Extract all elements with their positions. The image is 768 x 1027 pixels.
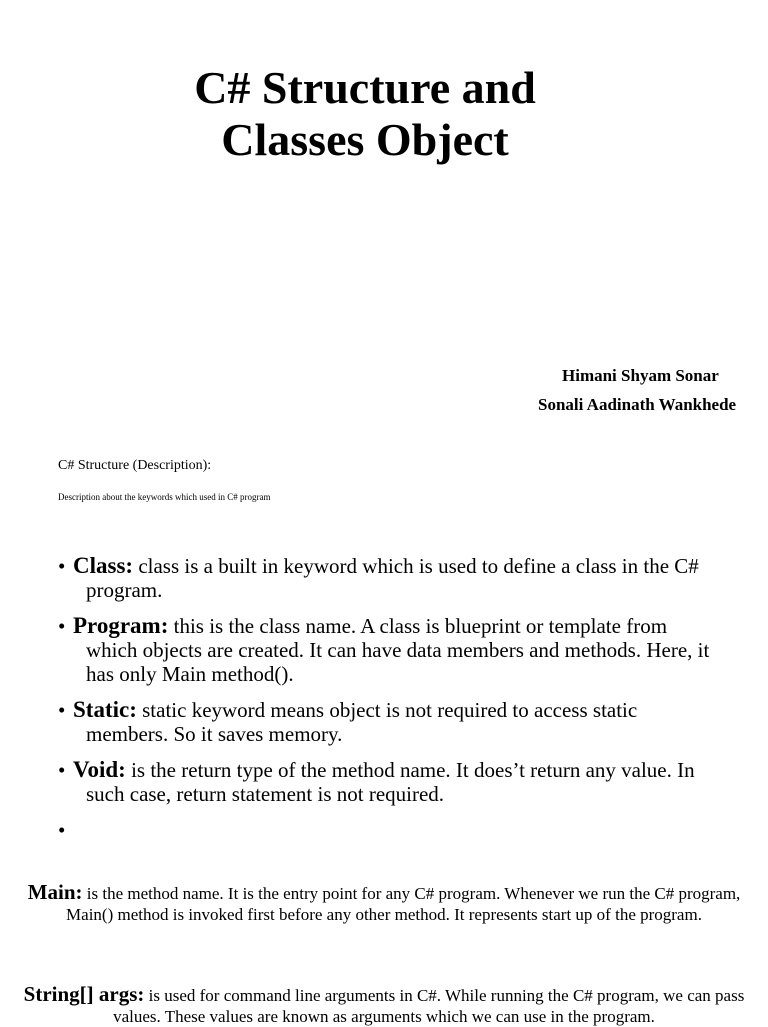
section-subheading: Description about the keywords which used in C# program <box>58 492 271 502</box>
page-title <box>150 62 580 166</box>
bullet-description: static keyword means object is not required to access static members. So it saves memory. <box>86 698 638 746</box>
bullet-description: this is the class name. A class is blueprint or template from which objects are created. It can have data members and methods. Here, it has only Main method(). <box>86 614 710 686</box>
bullet-description: class is a built in keyword which is used to define a class in the C# program. <box>86 554 699 602</box>
bullet-term: Static: <box>73 697 137 722</box>
title-line-2: Classes Object <box>221 114 509 165</box>
title-line-1: C# Structure and <box>194 62 536 113</box>
bullet-description: is the return type of the method name. It does’t return any value. In such case, return statement is not required. <box>86 758 695 806</box>
section-heading: C# Structure (Description): <box>58 458 212 473</box>
paragraph-main <box>14 882 754 925</box>
paragraph-description: is the method name. It is the entry point for any C# program. Whenever we run the C# program, Main() method is invoked first before any other method. It represents start up of the program. <box>66 884 741 924</box>
bullet-term: Program: <box>73 613 169 638</box>
bullet-term: Class: <box>73 553 134 578</box>
bullet-item-program <box>58 614 718 686</box>
bullet-item-class <box>58 554 718 602</box>
author-name: Sonali Aadinath Wankhede <box>538 395 737 414</box>
bullet-term: Void: <box>73 757 126 782</box>
paragraph-description: is used for command line arguments in C#. While running the C# program, we can pass values. These values are known as arguments which we can use in the program. <box>113 986 745 1026</box>
bullet-item-static <box>58 698 718 746</box>
keyword-bullet-list <box>58 554 718 854</box>
bullet-dot-icon: • <box>58 818 66 842</box>
author-name: Himani Shyam Sonar <box>562 366 719 385</box>
bullet-dot-icon: • <box>58 758 66 782</box>
bullet-item-empty <box>58 818 718 842</box>
bullet-dot-icon: • <box>58 614 66 638</box>
bullet-dot-icon: • <box>58 554 66 578</box>
bullet-dot-icon: • <box>58 698 66 722</box>
paragraph-term: String[] args: <box>23 982 145 1006</box>
paragraph-term: Main: <box>27 880 83 904</box>
paragraph-args <box>14 984 754 1027</box>
bullet-item-void <box>58 758 718 806</box>
